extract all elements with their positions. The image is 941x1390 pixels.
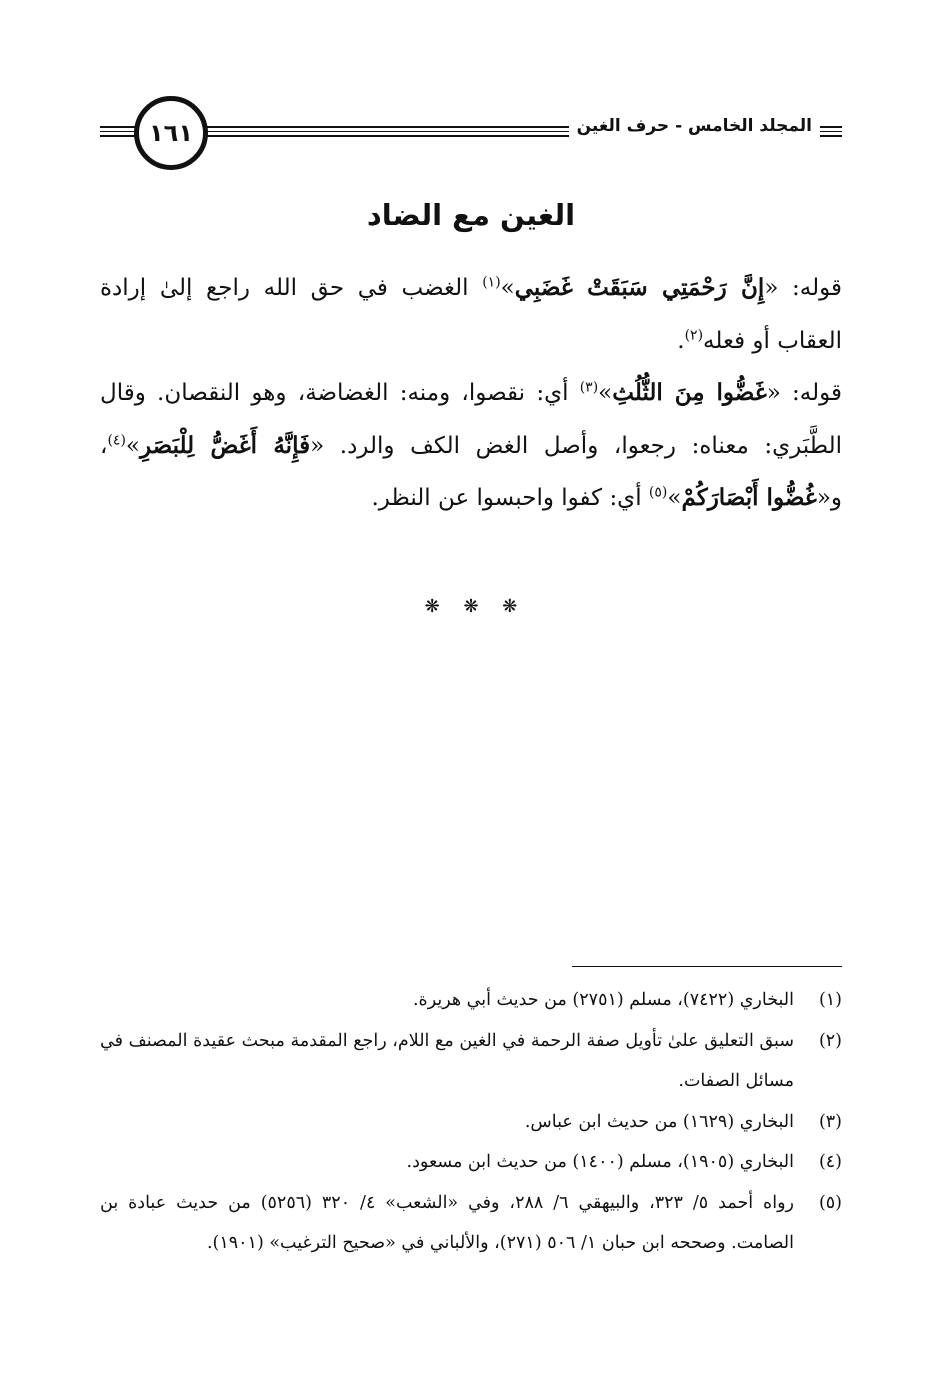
footnote-item xyxy=(100,1142,842,1183)
page-number: ١٦١ xyxy=(149,119,193,147)
text-run: أي: نقصوا، ومنه: الغضاضة، وهو النقصان. وقال الطَّبَري: معناه: رجعوا، وأصل الغض الكف والرد. « xyxy=(100,380,842,459)
footnote-item xyxy=(100,1102,842,1143)
footnote-number: (٢) xyxy=(818,1030,842,1051)
footnote-ref: (٢) xyxy=(684,326,704,343)
page-number-badge xyxy=(134,96,208,170)
footnote-text: البخاري (١٩٠٥)، مسلم (١٤٠٠) من حديث ابن مسعود. xyxy=(406,1152,794,1172)
text-run: . xyxy=(677,327,685,354)
footnote-number: (٥) xyxy=(818,1192,842,1213)
text-run: أي: كفوا واحبسوا عن النظر. xyxy=(371,485,649,511)
text-run: ، و« xyxy=(100,432,842,511)
hadith-quote: غُضُّوا أَبْصَارَكُمْ xyxy=(681,484,817,511)
footnotes xyxy=(100,980,842,1264)
footnote-rule xyxy=(572,966,842,967)
footnote-number: (٣) xyxy=(818,1111,842,1132)
running-title: المجلد الخامس - حرف الغين xyxy=(569,114,820,138)
text-run: » xyxy=(500,275,515,301)
running-header xyxy=(100,96,842,168)
section-title: الغين مع الضاد xyxy=(366,198,576,232)
footnote-ref: (٣) xyxy=(579,379,599,396)
hadith-quote: إِنَّ رَحْمَتِي سَبَقَتْ غَضَبِي xyxy=(514,274,765,301)
footnote-number: (١) xyxy=(818,990,842,1010)
hadith-quote: فَإِنَّهُ أَغَضُّ لِلْبَصَرِ xyxy=(139,431,311,459)
text-run: » xyxy=(667,485,682,511)
footnote-item xyxy=(100,1183,842,1264)
text-run: قوله: « xyxy=(764,275,842,301)
footnote-item xyxy=(100,980,842,1021)
footnote-ref: (١) xyxy=(482,274,501,291)
footnote-text: البخاري (١٦٢٩) من حديث ابن عباس. xyxy=(524,1111,794,1132)
text-run: » xyxy=(598,380,613,406)
paragraph-2 xyxy=(100,367,842,525)
footnote-ref: (٥) xyxy=(648,484,668,501)
text-run: قوله: « xyxy=(766,380,842,406)
paragraph-1 xyxy=(100,262,842,367)
section-separator: ❋ ❋ ❋ xyxy=(424,596,518,617)
text-run: الغضب في حق الله راجع إلىٰ إرادة العقاب أو فعله xyxy=(100,275,842,354)
text-run: » xyxy=(125,432,140,459)
footnote-ref: (٤) xyxy=(107,431,126,448)
footnote-text: البخاري (٧٤٢٢)، مسلم (٢٧٥١) من حديث أبي هريرة. xyxy=(412,990,794,1010)
footnote-number: (٤) xyxy=(818,1152,842,1172)
footnote-text: رواه أحمد ٥/ ٣٢٣، والبيهقي ٦/ ٢٨٨، وفي «الشعب» ٤/ ٣٢٠ (٥٢٥٦) من حديث عبادة بن الصامت. وصححه ابن حبان ١/ ٥٠٦ (٢٧١)، والألباني في «صحيح الترغيب» (١٩٠١). xyxy=(100,1192,794,1253)
body-text xyxy=(100,262,842,525)
footnote-item xyxy=(100,1021,842,1102)
footnote-text: سبق التعليق علىٰ تأويل صفة الرحمة في الغين مع اللام، راجع المقدمة مبحث عقيدة المصنف في مسائل الصفات. xyxy=(100,1030,794,1091)
hadith-quote: غَضُّوا مِنَ الثُّلُثِ xyxy=(612,379,767,406)
